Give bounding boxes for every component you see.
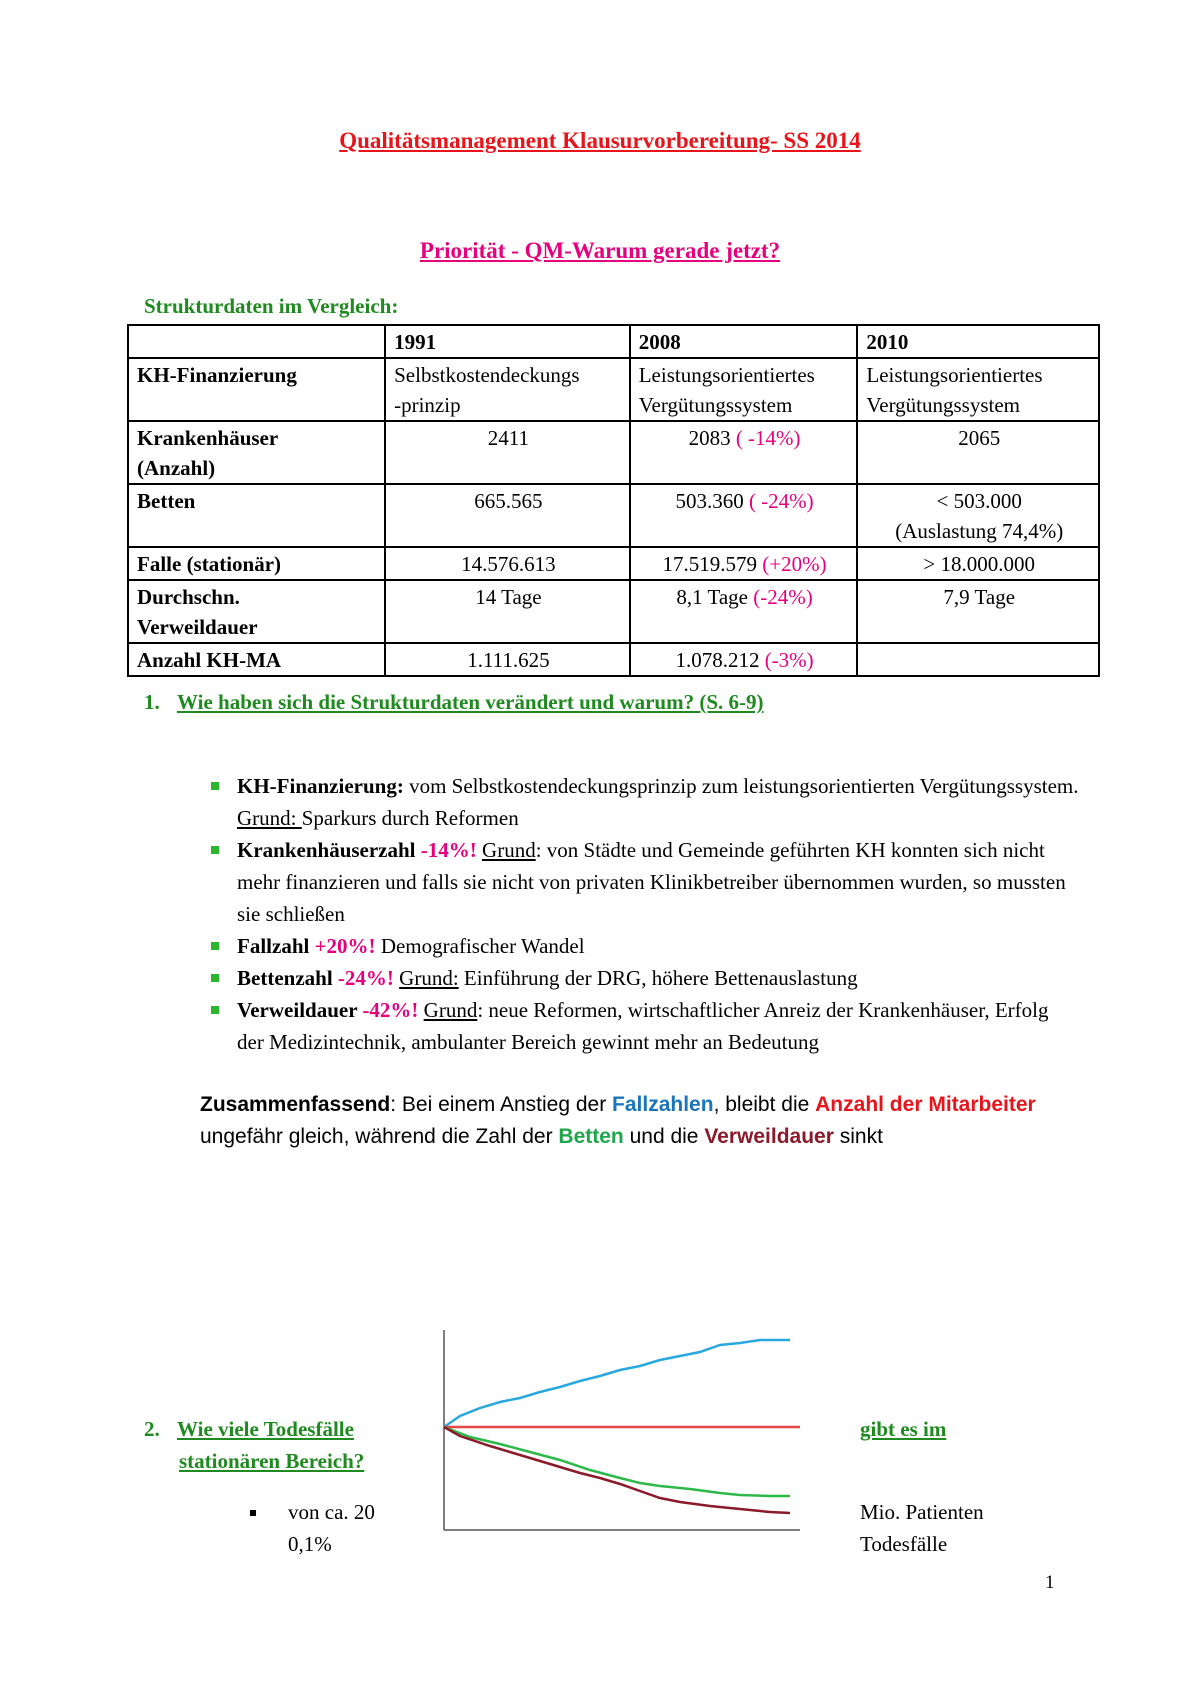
bullet-text: : neue Reformen, wirtschaftlicher Anreiz der Krankenhäuser, Erfolg der Medizintechnik, ambulanter Bereich gewinnt mehr an Bedeutung <box>237 998 1049 1054</box>
row-label: Anzahl KH-MA <box>128 643 385 676</box>
question-text: Wie haben sich die Strukturdaten verändert und warum? (S. 6-9) <box>177 690 764 714</box>
cell-value: 503.360 <box>675 489 744 513</box>
cell-value: 2083 <box>688 426 731 450</box>
bullet-keyword: Krankenhäuserzahl <box>237 838 416 862</box>
table-cell: Selbstkostendeckungs -prinzip <box>385 358 630 421</box>
question-text-continued: gibt es im <box>860 1417 947 1441</box>
table-cell: 1.111.625 <box>385 643 630 676</box>
bullet-percent: -14%! <box>415 838 477 862</box>
cell-value: 8,1 Tage <box>676 585 748 609</box>
grund-label: Grund: <box>237 806 302 830</box>
bullet-square-icon <box>211 974 219 982</box>
table-cell <box>630 484 858 547</box>
list-item <box>200 930 1080 962</box>
row-label: KH-Finanzierung <box>128 358 385 421</box>
bullet-keyword: Fallzahl <box>237 934 310 958</box>
summary-paragraph <box>200 1089 1100 1153</box>
bullet-list <box>200 770 1080 1058</box>
summary-text: , bleibt die <box>713 1093 816 1116</box>
row-label: Krankenhäuser (Anzahl) <box>128 421 385 484</box>
table-row <box>128 484 1099 547</box>
bullet-text: vom Selbstkostendeckungsprinzip zum leistungsorientierten Vergütungssystem. <box>403 774 1079 798</box>
table-row <box>128 580 1099 643</box>
table-row <box>128 547 1099 580</box>
cell-value: 1.078.212 <box>675 648 760 672</box>
change-percent: ( -24%) <box>748 489 814 513</box>
list-item <box>200 834 1080 930</box>
table-header-row <box>128 325 1099 358</box>
table-header-cell <box>128 325 385 358</box>
summary-keyword-betten: Betten <box>558 1125 624 1148</box>
summary-text: : Bei einem Anstieg der <box>390 1093 613 1116</box>
trend-chart <box>440 1330 800 1540</box>
bullet-square-icon <box>250 1510 256 1516</box>
bullet-keyword: Verweildauer <box>237 998 358 1022</box>
row-label: Durchschn. Verweildauer <box>128 580 385 643</box>
question-2 <box>144 1417 354 1442</box>
trend-line-fallzahlen <box>444 1340 790 1427</box>
bullet-text: Einführung der DRG, höhere Bettenauslastung <box>458 966 858 990</box>
table-cell <box>857 643 1099 676</box>
bullet-square-icon <box>211 1006 219 1014</box>
table-cell: 2411 <box>385 421 630 484</box>
table-header-cell: 2010 <box>857 325 1099 358</box>
table-cell: Leistungsorientiertes Vergütungssystem <box>857 358 1099 421</box>
grund-label: Grund: <box>399 966 459 990</box>
table-cell: 665.565 <box>385 484 630 547</box>
table-cell <box>630 421 858 484</box>
row-label: Falle (stationär) <box>128 547 385 580</box>
summary-keyword-fallzahlen: Fallzahlen <box>612 1093 714 1116</box>
cell-value: 17.519.579 <box>662 552 758 576</box>
question-number: 1. <box>144 690 160 714</box>
table-row <box>128 358 1099 421</box>
table-cell <box>630 547 858 580</box>
grund-label: Grund <box>423 998 478 1022</box>
summary-keyword-verweildauer: Verweildauer <box>704 1125 834 1148</box>
table-row <box>128 421 1099 484</box>
trend-line-verweildauer <box>444 1427 790 1513</box>
bullet-text: Sparkurs durch Reformen <box>301 806 519 830</box>
q2-bullet-text: Todesfälle <box>860 1532 948 1556</box>
bullet-keyword: KH-Finanzierung: <box>237 774 404 798</box>
table-cell: 2065 <box>857 421 1099 484</box>
table-cell: > 18.000.000 <box>857 547 1099 580</box>
table-cell: 14.576.613 <box>385 547 630 580</box>
table-row <box>128 643 1099 676</box>
question-text-continued: stationären Bereich? <box>179 1449 365 1473</box>
page-number: 1 <box>1045 1572 1055 1593</box>
change-percent: (-3%) <box>764 648 814 672</box>
table-cell <box>630 580 858 643</box>
change-percent: (+20%) <box>762 552 827 576</box>
list-item <box>200 962 1080 994</box>
section-subtitle: Priorität - QM-Warum gerade jetzt? <box>419 238 781 263</box>
table-heading: Strukturdaten im Vergleich: <box>144 294 399 318</box>
q2-bullet-text: Mio. Patienten <box>860 1500 984 1524</box>
q2-bullet-text: von ca. 20 <box>288 1500 375 1524</box>
summary-text: sinkt <box>833 1125 883 1148</box>
list-item <box>200 770 1080 834</box>
bullet-percent: -24%! <box>332 966 394 990</box>
summary-text: ungefähr gleich, während die Zahl der <box>200 1125 559 1148</box>
change-percent: ( -14%) <box>735 426 801 450</box>
question-text: Wie viele Todesfälle <box>177 1417 354 1441</box>
table-cell: 7,9 Tage <box>857 580 1099 643</box>
q2-bullet-text: 0,1% <box>288 1532 332 1556</box>
table-cell: 14 Tage <box>385 580 630 643</box>
summary-lead: Zusammenfassend <box>200 1093 391 1116</box>
bullet-square-icon <box>211 942 219 950</box>
bullet-percent: -42%! <box>357 998 419 1022</box>
structure-data-table <box>127 324 1100 677</box>
trend-line-betten <box>444 1427 790 1496</box>
summary-text: und die <box>623 1125 705 1148</box>
table-header-cell: 1991 <box>385 325 630 358</box>
bullet-square-icon <box>211 782 219 790</box>
question-1 <box>144 690 763 715</box>
summary-keyword-mitarbeiter: Anzahl der Mitarbeiter <box>815 1093 1036 1116</box>
change-percent: (-24%) <box>753 585 813 609</box>
bullet-text: Demografischer Wandel <box>375 934 585 958</box>
document-title: Qualitätsmanagement Klausurvorbereitung- SS 2014 <box>339 128 861 153</box>
table-cell: < 503.000 (Auslastung 74,4%) <box>857 484 1099 547</box>
table-cell: Leistungsorientiertes Vergütungssystem <box>630 358 858 421</box>
question-number: 2. <box>144 1417 160 1441</box>
bullet-text: : von Städte und Gemeinde geführten KH konnten sich nicht mehr finanzieren und falls sie nicht von privaten Klinikbetreiber übernommen wurden, so mussten sie schließen <box>237 838 1066 926</box>
bullet-percent: +20%! <box>309 934 376 958</box>
list-item <box>200 994 1080 1058</box>
grund-label: Grund <box>482 838 536 862</box>
bullet-square-icon <box>211 846 219 854</box>
table-header-cell: 2008 <box>630 325 858 358</box>
row-label: Betten <box>128 484 385 547</box>
bullet-keyword: Bettenzahl <box>237 966 333 990</box>
table-cell <box>630 643 858 676</box>
